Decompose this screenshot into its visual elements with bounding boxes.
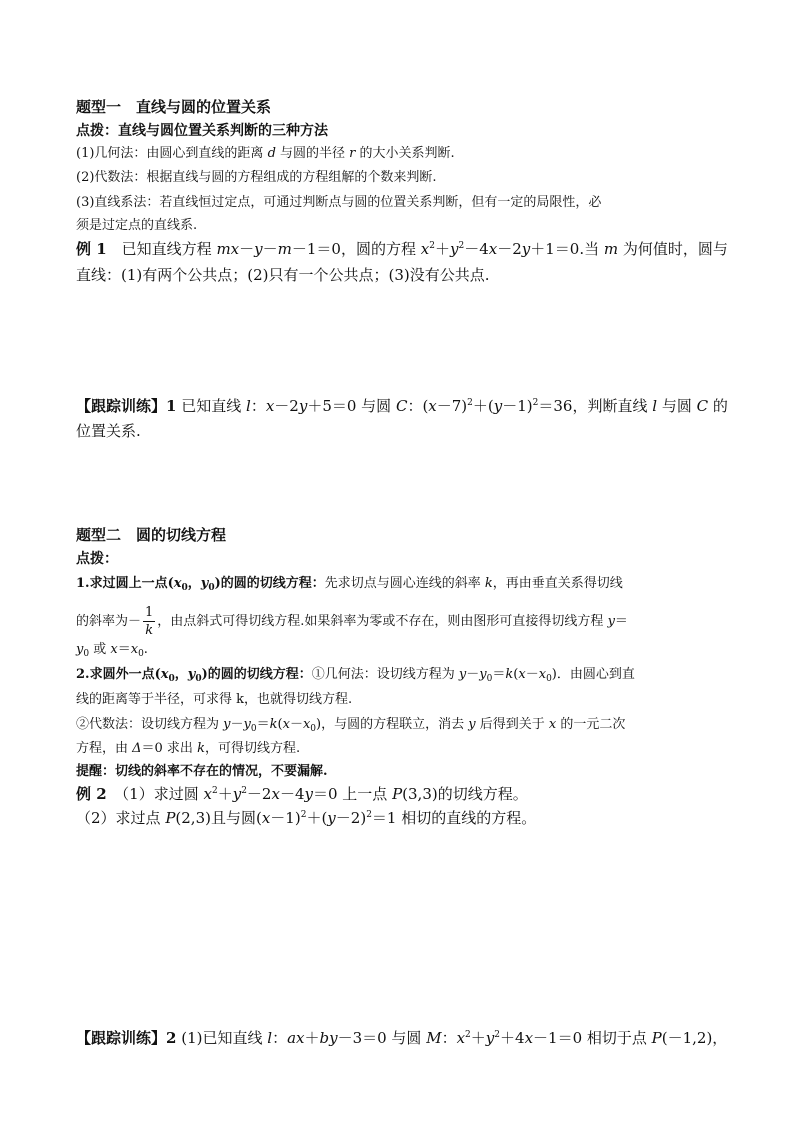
tangent-point-on-circle-line-1: 1.求过圆上一点($x_0$，$y_0$)的圆的切线方程：先求切点与圆心连线的斜率 k，再由垂直关系得切线 <box>76 576 623 593</box>
method-2-algebraic: (2)代数法：根据直线与圆的方程组成的方程组解的个数来判断. <box>76 170 437 185</box>
section1-title: 题型一 直线与圆的位置关系 <box>76 98 272 116</box>
practice-2-label: 【跟踪训练】2 <box>76 1029 177 1047</box>
example-1-label: 例 1 <box>76 240 107 258</box>
section2-title: 题型二 圆的切线方程 <box>76 526 227 544</box>
example-1-line-2: 直线：(1)有两个公共点；(2)只有一个公共点；(3)没有公共点. <box>76 266 490 284</box>
example-2-part-1: 例 2 （1）求过圆 $x^2+y^2-2x-4y=0$ 上一点 P(3,3)的切线方程。 <box>76 785 528 803</box>
method-1-geometric: (1)几何法：由圆心到直线的距离 d 与圆的半径 r 的大小关系判断. <box>76 146 455 161</box>
method-3-line-family: (3)直线系法：若直线恒过定点，可通过判断点与圆的位置关系判断，但有一定的局限性，必 <box>76 195 602 210</box>
tangent-external-point-line-2: 线的距离等于半径，可求得 k，也就得切线方程. <box>76 692 353 707</box>
section2-tip-label: 点拨： <box>76 551 118 567</box>
fraction-one-over-k: $\frac{1}{k}$ <box>145 605 154 638</box>
tangent-point-on-circle-line-2: 的斜率为－ $\frac{1}{k}$ ，由点斜式可得切线方程.如果斜率为零或不存在，则由图形可直接得切线方程 y＝ <box>76 605 628 638</box>
tangent-external-point-line-1: 2.求圆外一点($x_0$，$y_0$)的圆的切线方程：①几何法：设切线方程为 $y-y_0=k(x-x_0)$．由圆心到直 <box>76 667 635 684</box>
tangent-point-on-circle-line-3: $y_0$ 或 $x=x_0$. <box>76 642 148 659</box>
practice-1-line-1: 【跟踪训练】1 已知直线 l：x－2y＋5＝0 与圆 C：$(x-7)^2+(y-1)^2=36$，判断直线 l 与圆 C 的 <box>76 397 728 415</box>
method-3-continued: 须是过定点的直线系. <box>76 218 198 233</box>
practice-1-label: 【跟踪训练】1 <box>76 397 177 415</box>
tangent-external-point-line-4: 方程，由 Δ＝0 求出 k，可得切线方程. <box>76 741 301 756</box>
practice-2-line-1: 【跟踪训练】2 (1)已知直线 l：ax＋by－3＝0 与圆 M：$x^2+y^2+4x-1=0$ 相切于点 P(－1,2)， <box>76 1029 728 1047</box>
section1-tip-title: 点拨：直线与圆位置关系判断的三种方法 <box>76 123 328 139</box>
example-2-part-2: （2）求过点 P(2,3)且与圆$(x-1)^2+(y-2)^2=1$ 相切的直线的方程。 <box>76 809 537 827</box>
practice-1-line-2: 位置关系. <box>76 422 141 440</box>
reminder: 提醒：切线的斜率不存在的情况，不要漏解. <box>76 764 328 779</box>
example-2-label: 例 2 <box>76 785 107 803</box>
example-1-line-1: 例 1 已知直线方程 mx－y－m－1＝0，圆的方程 $x^2+y^2-4x-2y+1=0$.当 m 为何值时，圆与 <box>76 240 728 258</box>
tangent-external-point-line-3: ②代数法：设切线方程为 $y-y_0=k(x-x_0)$，与圆的方程联立，消去 y 后得到关于 x 的一元二次 <box>76 717 626 734</box>
